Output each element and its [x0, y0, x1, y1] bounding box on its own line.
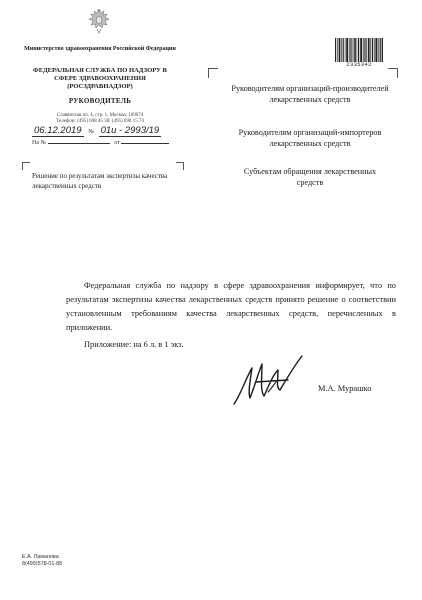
subject-bracket-right	[176, 162, 184, 170]
registration-number: 01и - 2993/19	[100, 125, 160, 136]
barcode-number: 2335342	[346, 61, 372, 68]
ref-from-label: от	[114, 140, 120, 146]
subject-bracket-left	[22, 162, 30, 170]
ref-date-blank	[121, 143, 169, 144]
agency-address	[22, 113, 178, 125]
executor-name: Е.А. Ламанова	[22, 554, 59, 560]
number-prefix: №	[88, 129, 94, 135]
address-street: Славянская пл. 4, стр. 1, Москва, 109074	[56, 113, 144, 118]
addressee-manufacturers: Руководителям организаций-производителей лекарственных средств	[231, 84, 389, 104]
ref-number-blank	[48, 143, 110, 144]
letter-subject: Решение по результатам экспертизы качества лекарственных средств	[32, 172, 168, 190]
registration-date-number	[32, 125, 161, 136]
barcode-image	[335, 38, 383, 62]
addressee-bracket-right	[388, 68, 398, 78]
executor-info	[22, 554, 62, 568]
reference-line	[32, 140, 169, 146]
ministry-name: Министерство здравоохранения Российской Федерации	[24, 46, 176, 52]
addressee-market-participants: Субъектам обращения лекарственных средств	[243, 167, 377, 187]
registration-date: 06.12.2019	[34, 125, 82, 136]
executor-phone: 8(499)578-01-88	[22, 561, 63, 567]
ref-number-label: На №	[32, 140, 47, 146]
agency-name: ФЕДЕРАЛЬНАЯ СЛУЖБА ПО НАДЗОРУ В СФЕРЕ ЗДРАВООХРАНЕНИЯ (РОСЗДРАВНАДЗОР)	[33, 67, 167, 90]
attachment-note: Приложение: на 6 л. в 1 экз.	[84, 340, 184, 349]
handwritten-signature	[228, 348, 320, 412]
letter-body: Федеральная служба по надзору в сфере здравоохранения информирует, что по результатам экспертизы качества лекарственных средств принято решение о соответствии установленным требованиям качества лекарственных средств, перечисленных в приложении.	[66, 281, 396, 332]
addressee-bracket-left	[208, 68, 218, 78]
address-phone: Телефон: (495) 698 45 38; (495) 698 15 74	[56, 119, 144, 124]
sender-position: РУКОВОДИТЕЛЬ	[68, 97, 132, 105]
signer-name: М.А. Мурашко	[318, 384, 372, 393]
addressee-importers: Руководителям организаций-импортеров лекарственных средств	[238, 128, 382, 148]
coat-of-arms-emblem	[88, 8, 110, 34]
